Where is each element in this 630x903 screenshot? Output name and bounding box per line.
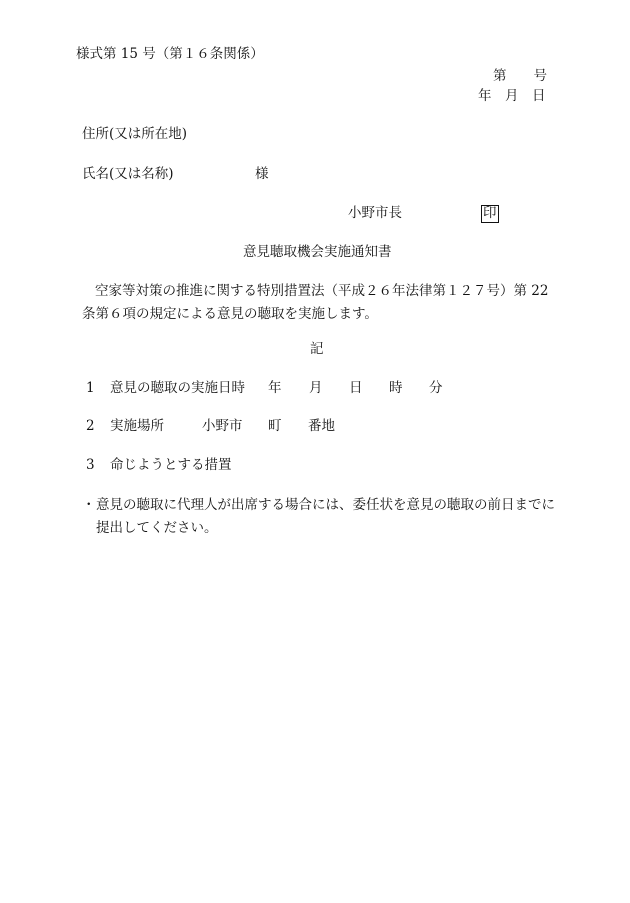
item-1-year: 年: [268, 380, 282, 396]
document-number: 第 号: [493, 68, 547, 84]
ki-heading: 記: [310, 341, 324, 357]
item-1-month: 月: [309, 380, 323, 396]
item-2-lot: 番地: [308, 418, 335, 434]
note-text: 意見の聴取に代理人が出席する場合には、委任状を意見の聴取の前日までに提出してください。: [96, 497, 555, 536]
item-3-label: 命じようとする措置: [110, 457, 232, 473]
item-1-day: 日: [349, 380, 363, 396]
form-number: 様式第 15 号（第１６条関係）: [76, 46, 264, 62]
document-title: 意見聴取機会実施通知書: [243, 244, 392, 260]
name-label: 氏名(又は名称): [82, 166, 174, 182]
sender-title: 小野市長: [348, 205, 402, 221]
address-label: 住所(又は所在地): [82, 126, 188, 142]
seal-mark: [481, 205, 499, 223]
item-2-city: 小野市: [202, 418, 243, 434]
item-1-label: 意見の聴取の実施日時: [110, 380, 245, 396]
body-paragraph: 空家等対策の推進に関する特別措置法（平成２６年法律第１２７号）第 22 条第６項の規定による意見の聴取を実施します。: [82, 283, 549, 322]
item-2-town: 町: [268, 418, 282, 434]
item-2-label: 実施場所: [110, 418, 164, 434]
note: [82, 494, 560, 540]
item-1-hour: 時: [389, 380, 403, 396]
item-1-minute: 分: [429, 380, 443, 396]
item-2-number: 2: [86, 418, 95, 434]
seal-stamp: 印: [483, 205, 497, 221]
issue-date: 年 月 日: [478, 88, 546, 104]
item-1-number: 1: [86, 380, 95, 396]
honorific: 様: [255, 166, 269, 182]
item-3-number: 3: [86, 457, 95, 473]
note-bullet: ・: [82, 497, 96, 513]
